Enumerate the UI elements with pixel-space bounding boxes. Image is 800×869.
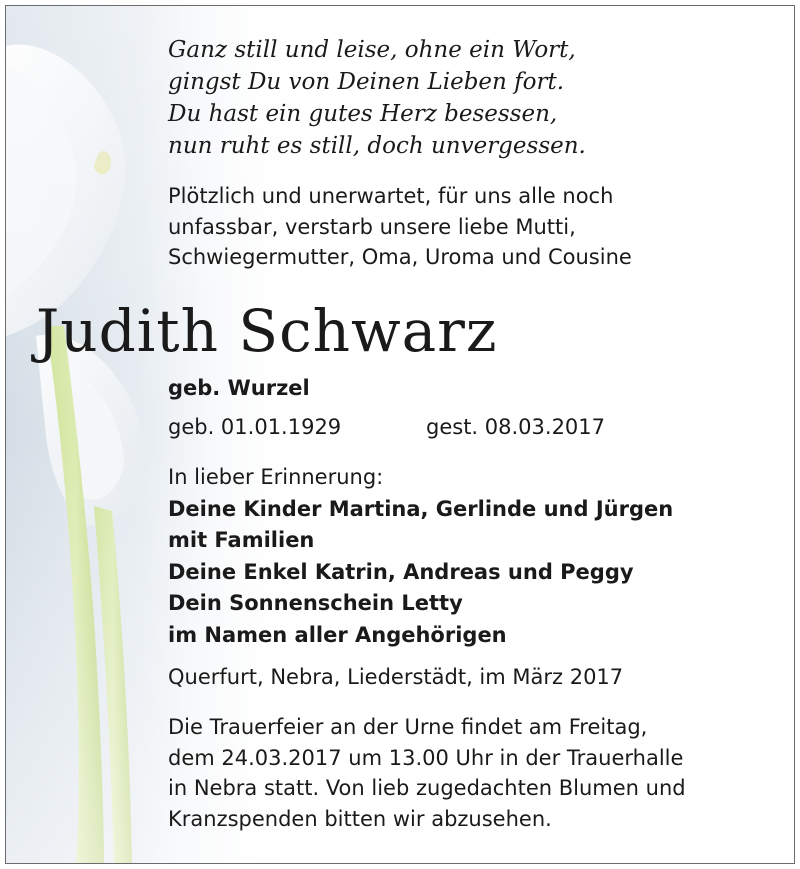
poem-line: Ganz still und leise, ohne ein Wort, xyxy=(168,37,576,63)
intro-line: unfassbar, verstarb unsere liebe Mutti, xyxy=(168,214,576,239)
mourner-line: im Namen aller Angehörigen xyxy=(168,622,507,647)
poem-line: Du hast ein gutes Herz besessen, xyxy=(168,101,558,127)
intro-line: Schwiegermutter, Oma, Uroma und Cousine xyxy=(168,245,632,269)
memory-heading: In lieber Erinnerung: xyxy=(168,465,384,489)
funeral-line: Die Trauerfeier an der Urne findet am Freitag, xyxy=(168,715,648,739)
intro-text xyxy=(168,181,632,273)
funeral-line: Kranzspenden bitten wir abzusehen. xyxy=(168,806,552,831)
obituary-frame xyxy=(5,5,795,864)
birth-date: geb. 01.01.1929 xyxy=(168,415,342,439)
mourner-line: Deine Enkel Katrin, Andreas und Peggy xyxy=(168,559,634,584)
funeral-line: dem 24.03.2017 um 13.00 Uhr in der Trauerhalle xyxy=(168,745,684,770)
mourner-line: mit Familien xyxy=(168,528,315,552)
deceased-name: Judith Schwarz xyxy=(36,297,498,365)
mourner-line: Deine Kinder Martina, Gerlinde und Jürgen xyxy=(168,496,674,521)
mourners-list xyxy=(168,462,673,651)
place-date: Querfurt, Nebra, Liederstädt, im März 2017 xyxy=(168,665,624,689)
mourner-line: Dein Sonnenschein Letty xyxy=(168,591,463,615)
life-dates xyxy=(168,415,606,439)
poem-line: gingst Du von Deinen Lieben fort. xyxy=(168,69,565,95)
funeral-line: in Nebra statt. Von lieb zugedachten Blumen und xyxy=(168,776,686,800)
death-date: gest. 08.03.2017 xyxy=(426,415,606,439)
poem-line: nun ruht es still, doch unvergessen. xyxy=(168,133,586,159)
intro-line: Plötzlich und unerwartet, für uns alle noch xyxy=(168,184,614,208)
funeral-notice xyxy=(168,712,686,834)
poem xyxy=(168,34,586,162)
maiden-name: geb. Wurzel xyxy=(168,376,310,400)
